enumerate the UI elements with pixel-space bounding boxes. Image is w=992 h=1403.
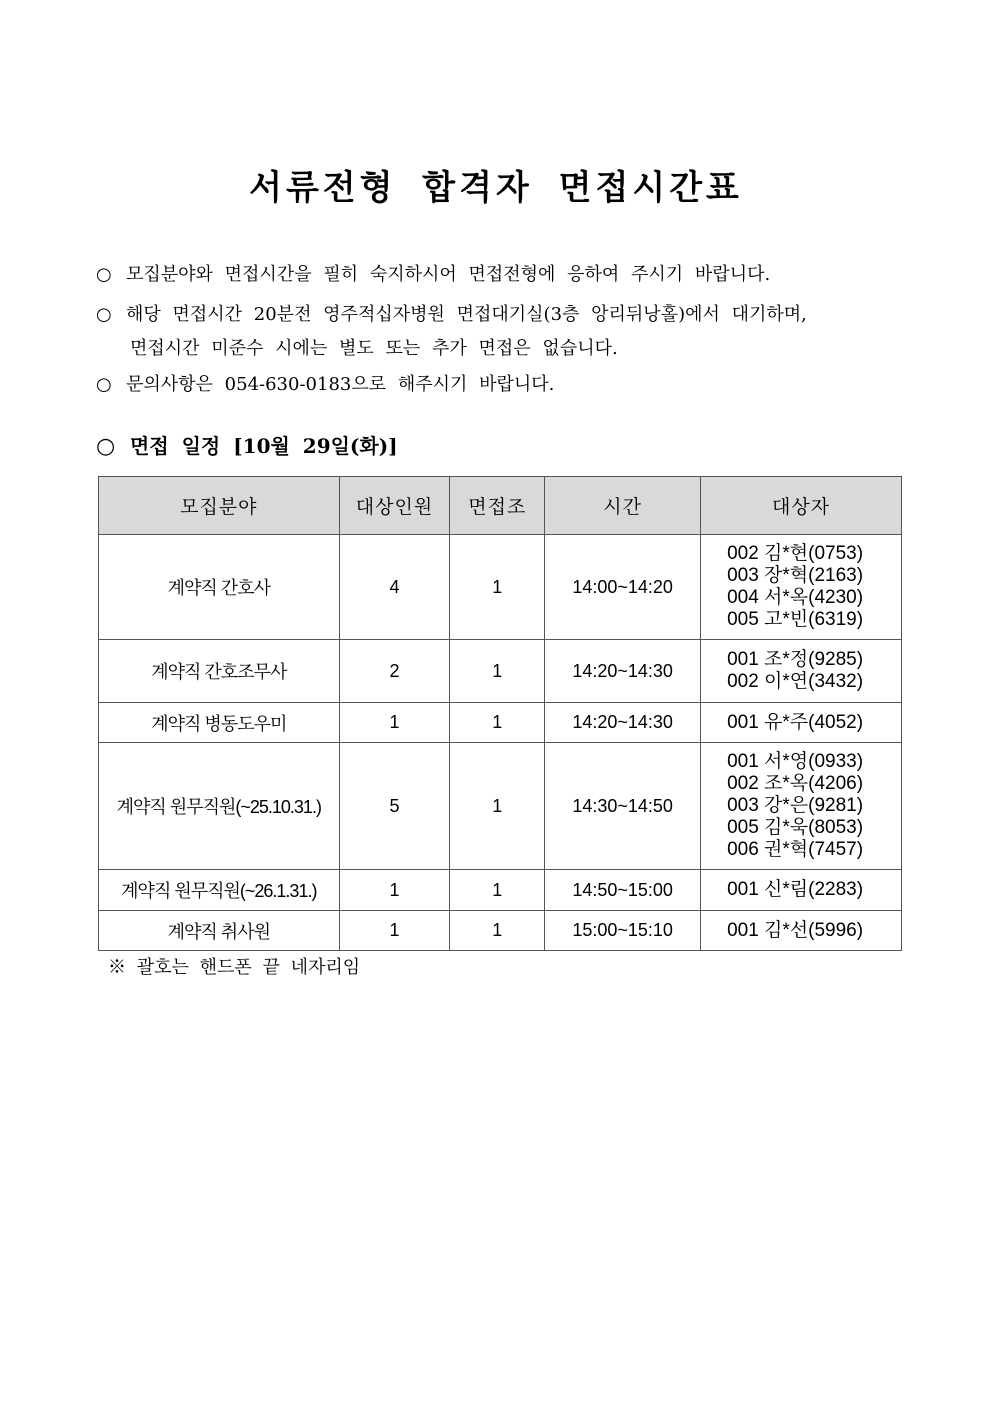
notice-3-text: 문의사항은 054-630-0183으로 해주시기 바랍니다.: [126, 374, 555, 395]
candidates-cell: [701, 870, 902, 911]
table-row: [99, 535, 902, 640]
count-cell: 1: [339, 870, 450, 911]
count-cell: 2: [339, 640, 450, 703]
group-cell: 1: [450, 703, 545, 743]
section-heading-text: 면접 일정 [10월 29일(화)]: [130, 434, 398, 458]
candidate: 002 김*현(0753): [727, 543, 864, 564]
notice-2: [96, 298, 906, 366]
footnote: ※ 괄호는 핸드폰 끝 네자리임: [108, 957, 361, 978]
time-cell: 14:20~14:30: [545, 640, 701, 703]
candidate: 002 조*옥(4206): [727, 773, 864, 794]
field-cell: 계약직 원무직원(~25.10.31.): [99, 743, 340, 870]
field-cell: 계약직 병동도우미: [99, 703, 340, 743]
table-row: [99, 911, 902, 951]
field-cell: 계약직 원무직원(~26.1.31.): [99, 870, 340, 911]
table-row: [99, 640, 902, 703]
group-cell: 1: [450, 535, 545, 640]
field-cell: 계약직 간호사: [99, 535, 340, 640]
count-cell: 1: [339, 703, 450, 743]
candidate: 004 서*옥(4230): [727, 587, 864, 608]
circle-bullet-icon: ○: [96, 434, 116, 459]
circle-bullet-icon: ○: [96, 374, 112, 395]
candidates-cell: [701, 743, 902, 870]
candidates-cell: [701, 703, 902, 743]
candidate: 002 이*연(3432): [727, 671, 864, 692]
circle-bullet-icon: ○: [96, 304, 112, 325]
candidate: 001 서*영(0933): [727, 751, 864, 772]
field-cell: 계약직 간호조무사: [99, 640, 340, 703]
notice-1-text: 모집분야와 면접시간을 필히 숙지하시어 면접전형에 응하여 주시기 바랍니다.: [126, 264, 771, 285]
candidate: 005 김*욱(8053): [727, 817, 864, 838]
page-title: 서류전형 합격자 면접시간표: [249, 168, 743, 208]
time-cell: 15:00~15:10: [545, 911, 701, 951]
notice-2-text: 해당 면접시간 20분전 영주적십자병원 면접대기실(3층 앙리뒤낭홀)에서 대기하며,: [126, 304, 807, 325]
notice-3: [96, 368, 906, 402]
section-heading: [96, 430, 398, 459]
time-cell: 14:00~14:20: [545, 535, 701, 640]
candidate: 006 권*혁(7457): [727, 839, 864, 860]
table-header-row: [99, 477, 902, 535]
candidate: 001 김*선(5996): [727, 919, 864, 941]
candidate: 005 고*빈(6319): [727, 609, 864, 630]
candidate: 001 조*정(9285): [727, 649, 864, 670]
header-field: 모집분야: [99, 477, 340, 535]
group-cell: 1: [450, 743, 545, 870]
group-cell: 1: [450, 640, 545, 703]
header-group: 면접조: [450, 477, 545, 535]
candidate: 001 유*주(4052): [727, 711, 864, 733]
time-cell: 14:20~14:30: [545, 703, 701, 743]
header-time: 시간: [545, 477, 701, 535]
time-cell: 14:50~15:00: [545, 870, 701, 911]
candidates-cell: [701, 911, 902, 951]
interview-schedule-table: [98, 476, 902, 951]
header-count: 대상인원: [339, 477, 450, 535]
notice-2-text-cont: 면접시간 미준수 시에는 별도 또는 추가 면접은 없습니다.: [130, 338, 618, 359]
count-cell: 5: [339, 743, 450, 870]
table-row: [99, 743, 902, 870]
group-cell: 1: [450, 870, 545, 911]
table-row: [99, 703, 902, 743]
candidate: 003 장*혁(2163): [727, 565, 864, 586]
candidates-cell: [701, 535, 902, 640]
group-cell: 1: [450, 911, 545, 951]
table-row: [99, 870, 902, 911]
candidate: 001 신*림(2283): [727, 879, 864, 900]
notice-1: [96, 258, 906, 292]
field-cell: 계약직 취사원: [99, 911, 340, 951]
count-cell: 1: [339, 911, 450, 951]
header-candidates: 대상자: [701, 477, 902, 535]
time-cell: 14:30~14:50: [545, 743, 701, 870]
circle-bullet-icon: ○: [96, 264, 112, 285]
count-cell: 4: [339, 535, 450, 640]
candidate: 003 강*은(9281): [727, 795, 864, 816]
candidates-cell: [701, 640, 902, 703]
